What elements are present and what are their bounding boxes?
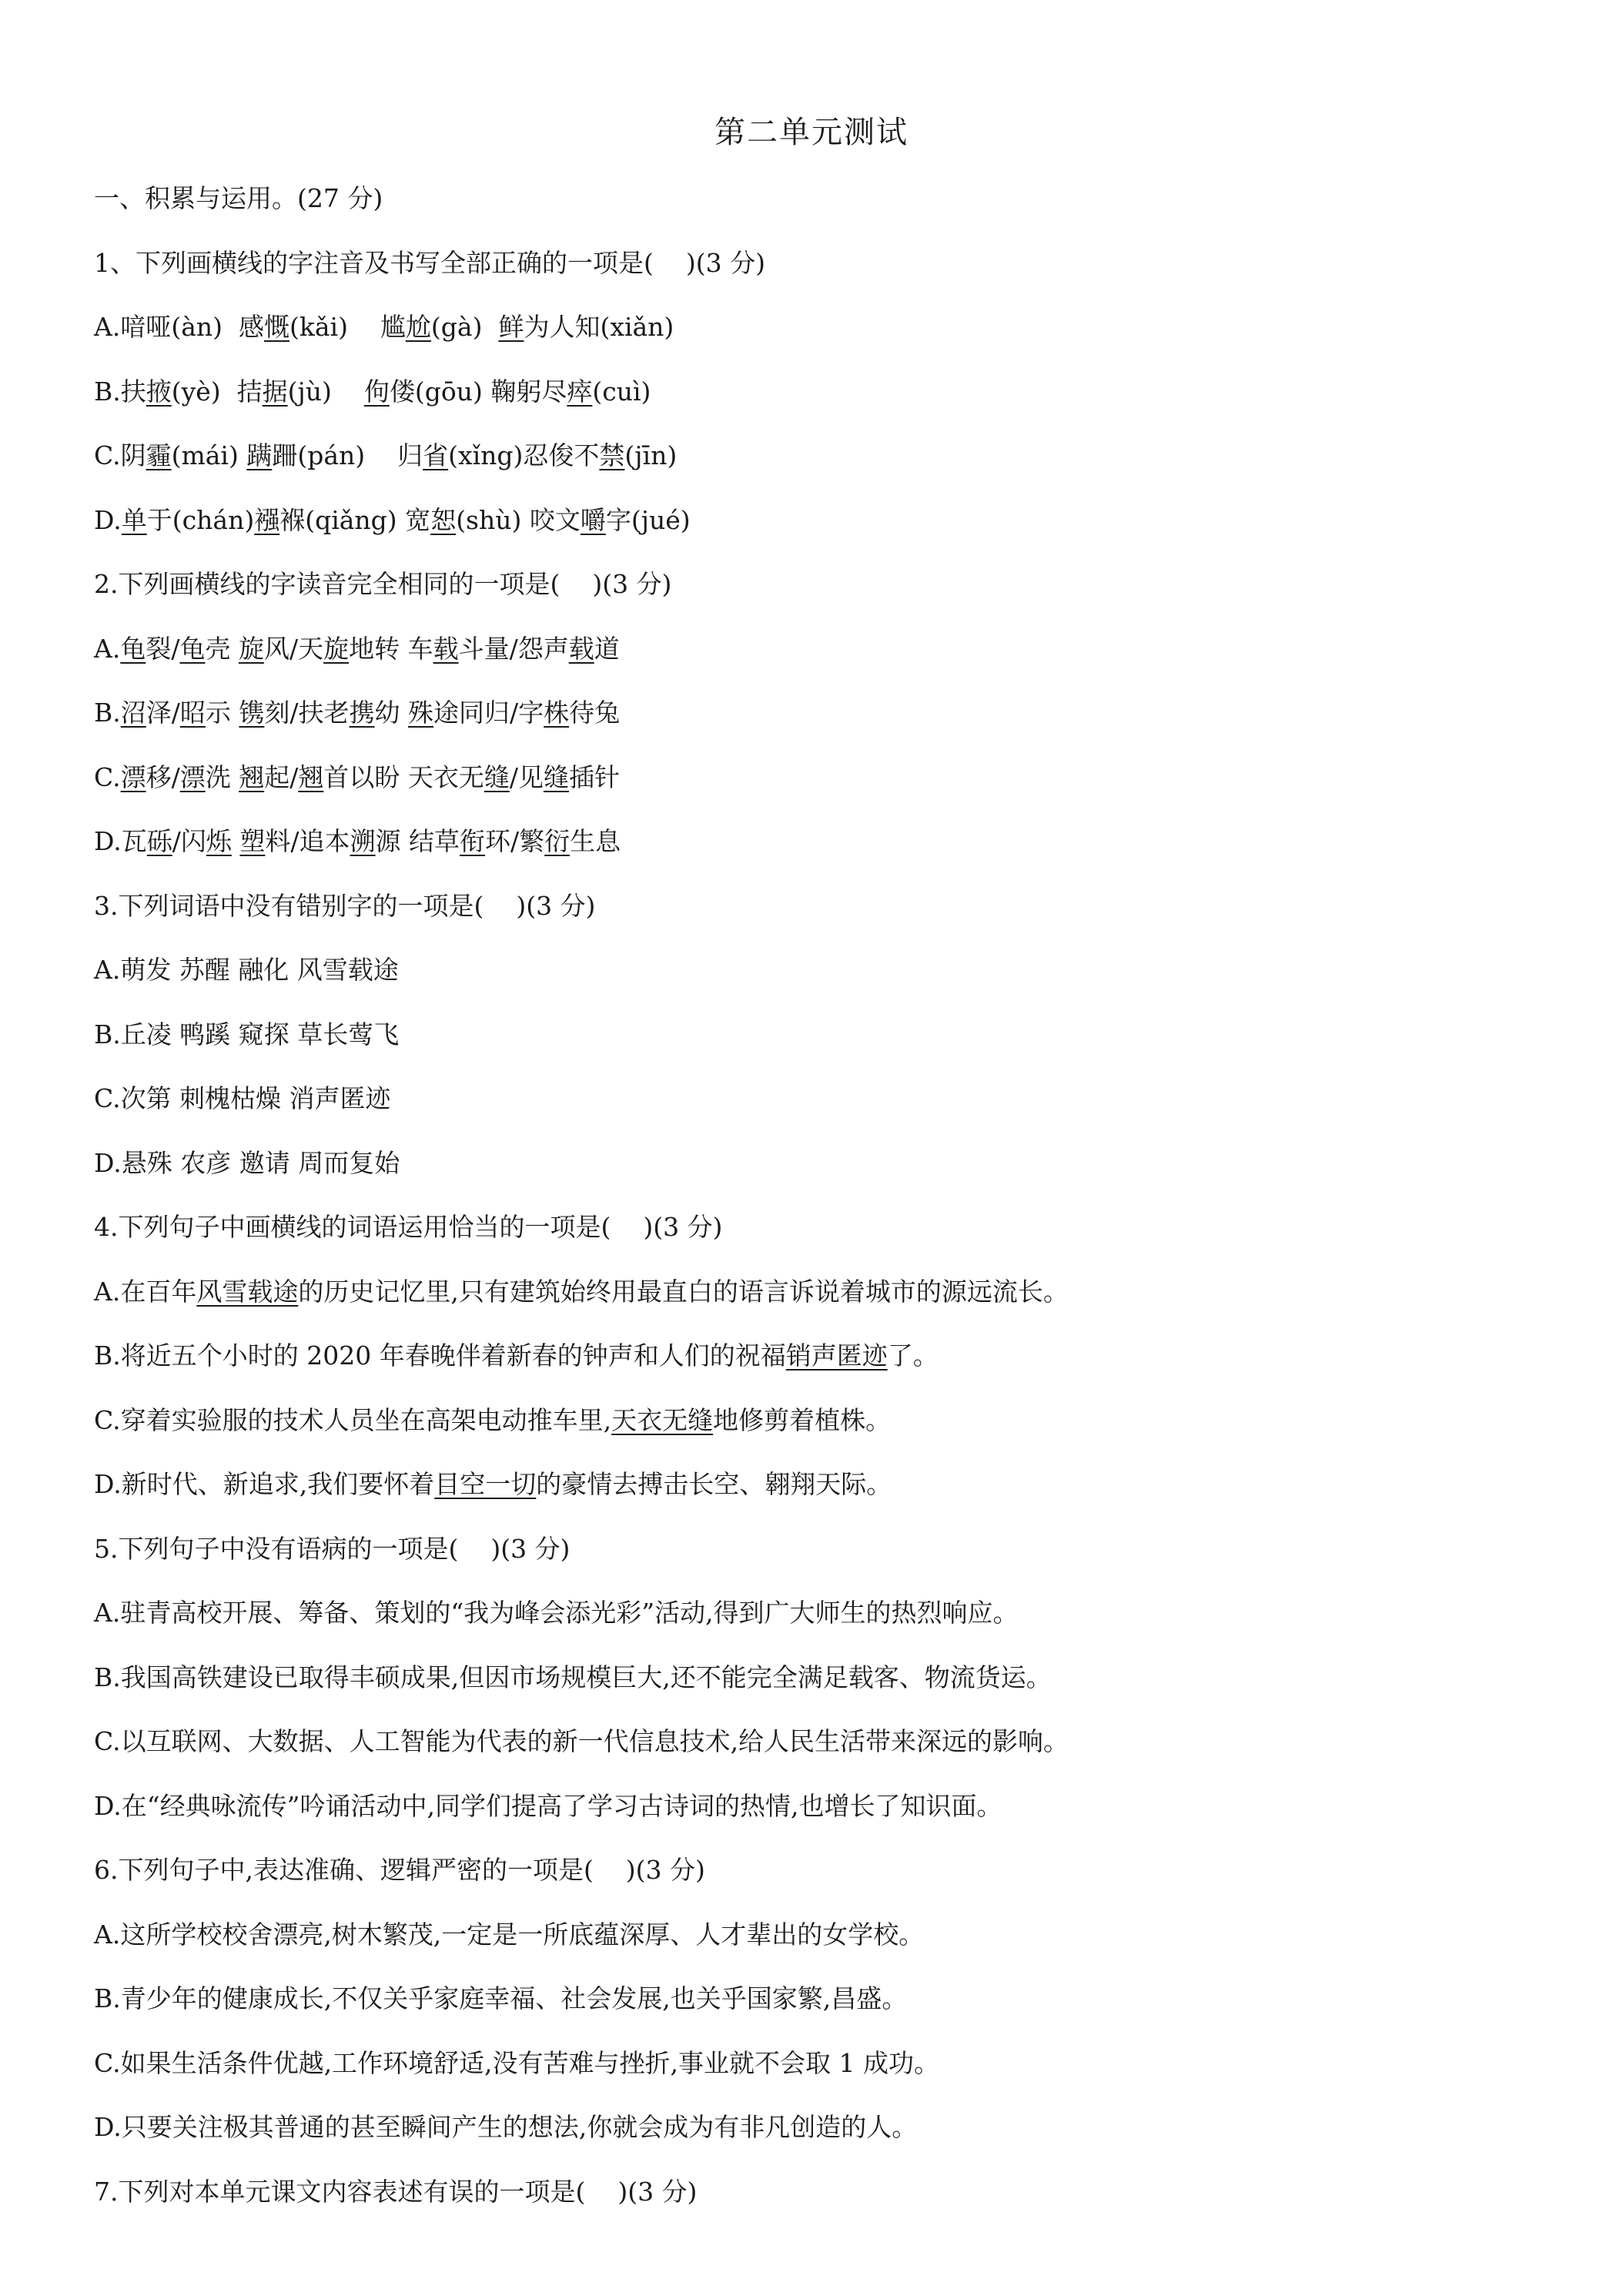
text-segment: B. bbox=[94, 698, 121, 728]
text-line bbox=[94, 561, 1557, 626]
text-segment: /见 bbox=[509, 761, 544, 792]
text-segment: D.在“经典咏流传”吟诵活动中,同学们提高了学习古诗词的热情,也增长了知识面。 bbox=[94, 1790, 1002, 1821]
text-segment: (yè) 拮 bbox=[171, 376, 263, 407]
underlined-text: 霾 bbox=[146, 440, 172, 470]
text-segment: 插针 bbox=[568, 761, 620, 792]
underlined-text: 衔 bbox=[460, 826, 486, 856]
text-line bbox=[94, 1976, 1557, 2040]
text-segment: B.将近五个小时的 2020 年春晚伴着新春的钟声和人们的祝福 bbox=[94, 1340, 786, 1371]
underlined-text: 慨 bbox=[263, 312, 289, 342]
underlined-text: 漂 bbox=[179, 761, 206, 792]
text-segment: D.悬殊 农彦 邀请 周而复始 bbox=[94, 1147, 400, 1178]
text-segment: 3.下列词语中没有错别字的一项是( )(3 分) bbox=[94, 890, 596, 921]
text-segment: 2.下列画横线的字读音完全相同的一项是( )(3 分) bbox=[94, 569, 672, 599]
text-line bbox=[94, 883, 1557, 948]
text-segment: 泽/ bbox=[146, 698, 180, 728]
underlined-text: 翘 bbox=[298, 761, 324, 792]
underlined-text: 省 bbox=[423, 440, 449, 470]
underlined-text: 目空一切 bbox=[434, 1469, 537, 1499]
text-segment: /闪 bbox=[172, 826, 206, 856]
text-line bbox=[94, 1076, 1557, 1140]
underlined-text: 镌 bbox=[239, 698, 265, 728]
text-segment: B.丘凌 鸭蹊 窥探 草长莺飞 bbox=[94, 1019, 400, 1049]
page-title: 第二单元测试 bbox=[714, 115, 909, 150]
text-segment: (xǐng)忍俊不 bbox=[448, 440, 600, 470]
text-segment: 幼 bbox=[374, 698, 408, 728]
underlined-text: 风雪载途 bbox=[196, 1276, 299, 1307]
text-line bbox=[94, 755, 1557, 819]
underlined-text: 载 bbox=[568, 633, 594, 664]
underlined-text: 鲜 bbox=[498, 312, 524, 342]
text-segment: (jù) bbox=[287, 376, 364, 407]
text-segment: D. bbox=[94, 504, 122, 535]
text-segment: 生息 bbox=[570, 826, 621, 856]
underlined-text: 禁 bbox=[599, 440, 625, 470]
underlined-text: 嚼 bbox=[580, 504, 606, 535]
text-segment: 道 bbox=[594, 633, 620, 664]
underlined-text: 旋 bbox=[323, 633, 350, 664]
text-segment: A.在百年 bbox=[94, 1276, 197, 1307]
underlined-text: 龟 bbox=[120, 633, 146, 664]
text-segment: (kǎi) 尴 bbox=[289, 312, 406, 342]
underlined-text: 缝 bbox=[484, 761, 510, 792]
text-segment: D.新时代、新追求,我们要怀着 bbox=[94, 1469, 435, 1499]
text-line bbox=[94, 240, 1557, 305]
underlined-text: 衍 bbox=[544, 826, 571, 856]
underlined-text: 殊 bbox=[408, 698, 433, 728]
text-segment: 斗量/怨声 bbox=[458, 633, 569, 664]
text-line bbox=[94, 1204, 1557, 1269]
text-line bbox=[94, 1912, 1557, 1976]
text-segment: 料/追本 bbox=[265, 826, 350, 856]
text-segment: A.喑哑(àn) 感 bbox=[94, 312, 264, 342]
text-segment: D.瓦 bbox=[94, 826, 147, 856]
underlined-text: 载 bbox=[433, 633, 459, 664]
text-segment: (gà) bbox=[430, 312, 499, 342]
text-segment: 移/ bbox=[146, 761, 180, 792]
underlined-text: 龟 bbox=[179, 633, 206, 664]
text-segment: (shù) 咬文 bbox=[456, 504, 581, 535]
text-segment: 为人知(xiǎn) bbox=[524, 312, 674, 342]
underlined-text: 单 bbox=[121, 504, 147, 535]
text-segment: C.以互联网、大数据、人工智能为代表的新一代信息技术,给人民生活带来深远的影响。 bbox=[94, 1726, 1069, 1756]
text-segment: B.扶 bbox=[94, 376, 146, 407]
text-line bbox=[94, 690, 1557, 755]
text-line bbox=[94, 1140, 1557, 1205]
text-segment: C.穿着实验服的技术人员坐在高架电动推车里, bbox=[94, 1404, 612, 1435]
underlined-text: 沼 bbox=[120, 698, 146, 728]
text-line bbox=[94, 369, 1557, 433]
text-line bbox=[94, 2104, 1557, 2169]
underlined-text: 襁 bbox=[254, 504, 280, 535]
text-segment: 的豪情去搏击长空、翱翔天际。 bbox=[536, 1469, 892, 1499]
text-segment: C. bbox=[94, 761, 121, 792]
underlined-text: 恕 bbox=[430, 504, 457, 535]
text-line bbox=[94, 304, 1557, 369]
underlined-text: 销声匿迹 bbox=[785, 1340, 888, 1371]
text-segment: 风/天 bbox=[263, 633, 324, 664]
underlined-text: 昭 bbox=[179, 698, 206, 728]
underlined-text: 翘 bbox=[239, 761, 265, 792]
text-segment: 壳 bbox=[205, 633, 239, 664]
text-segment: C.如果生活条件优越,工作环境舒适,没有苦难与挫折,事业就不会取 1 成功。 bbox=[94, 2047, 940, 2078]
text-line bbox=[94, 1526, 1557, 1591]
text-segment: 偻(gōu) 鞠躬尽 bbox=[389, 376, 567, 407]
document-body bbox=[94, 176, 1557, 2233]
underlined-text: 旋 bbox=[238, 633, 264, 664]
underlined-text: 瘁 bbox=[567, 376, 593, 407]
underlined-text: 塑 bbox=[239, 826, 266, 856]
text-line bbox=[94, 1719, 1557, 1783]
text-segment: 地转 车 bbox=[349, 633, 433, 664]
text-segment: 5.下列句子中没有语病的一项是( )(3 分) bbox=[94, 1533, 571, 1564]
text-segment: 的历史记忆里,只有建筑始终用最直白的语言诉说着城市的源远流长。 bbox=[298, 1276, 1069, 1307]
text-line bbox=[94, 1012, 1557, 1076]
text-segment: 首以盼 天衣无 bbox=[323, 761, 484, 792]
text-segment: B.我国高铁建设已取得丰硕成果,但因市场规模巨大,还不能完全满足载客、物流货运。 bbox=[94, 1662, 1052, 1692]
underlined-text: 蹒 bbox=[246, 440, 273, 470]
text-line bbox=[94, 818, 1557, 883]
text-segment: 待兔 bbox=[569, 698, 621, 728]
text-segment: 4.下列句子中画横线的词语运用恰当的一项是( )(3 分) bbox=[94, 1212, 723, 1242]
text-segment: 一、积累与运用。(27 分) bbox=[94, 183, 383, 213]
text-segment: (mái) bbox=[171, 440, 247, 470]
underlined-text: 佝 bbox=[363, 376, 390, 407]
text-line bbox=[94, 2040, 1557, 2105]
underlined-text: 掖 bbox=[146, 376, 172, 407]
text-segment: A.萌发 苏醒 融化 风雪载途 bbox=[94, 955, 399, 985]
text-segment: 环/繁 bbox=[485, 826, 545, 856]
text-segment: 刻/扶老 bbox=[264, 698, 350, 728]
underlined-text: 溯 bbox=[350, 826, 376, 856]
text-line bbox=[94, 1655, 1557, 1719]
text-segment: C.次第 刺槐枯燥 消声匿迹 bbox=[94, 1083, 391, 1113]
text-segment: 字(jué) bbox=[605, 504, 691, 535]
text-line bbox=[94, 497, 1557, 562]
underlined-text: 株 bbox=[544, 698, 570, 728]
text-segment: A. bbox=[94, 633, 121, 664]
text-segment: C.阴 bbox=[94, 440, 146, 470]
underlined-text: 据 bbox=[262, 376, 288, 407]
underlined-text: 尬 bbox=[405, 312, 431, 342]
text-segment: A.驻青高校开展、筹备、策划的“我为峰会添光彩”活动,得到广大师生的热烈响应。 bbox=[94, 1598, 1019, 1628]
text-line bbox=[94, 1269, 1557, 1334]
text-segment: 6.下列句子中,表达准确、逻辑严密的一项是( )(3 分) bbox=[94, 1855, 705, 1885]
text-segment: 洗 bbox=[205, 761, 239, 792]
underlined-text: 携 bbox=[349, 698, 375, 728]
text-segment: 1、下列画横线的字注音及书写全部正确的一项是( )(3 分) bbox=[94, 247, 765, 278]
text-segment: (cuì) bbox=[592, 376, 651, 407]
text-line bbox=[94, 1590, 1557, 1655]
text-segment: B.青少年的健康成长,不仅关乎家庭幸福、社会发展,也关乎国家繁,昌盛。 bbox=[94, 1983, 908, 2013]
text-segment: 7.下列对本单元课文内容表述有误的一项是( )(3 分) bbox=[94, 2176, 698, 2207]
text-line bbox=[94, 1397, 1557, 1462]
text-segment: 起/ bbox=[264, 761, 299, 792]
underlined-text: 砾 bbox=[146, 826, 172, 856]
text-segment: D.只要关注极其普通的甚至瞬间产生的想法,你就会成为有非凡创造的人。 bbox=[94, 2112, 918, 2142]
text-segment bbox=[232, 826, 240, 856]
text-segment: 源 结草 bbox=[375, 826, 460, 856]
text-segment: 示 bbox=[205, 698, 239, 728]
text-segment: 地修剪着植株。 bbox=[713, 1404, 892, 1435]
text-line bbox=[94, 176, 1557, 240]
text-line bbox=[94, 1783, 1557, 1848]
text-line bbox=[94, 947, 1557, 1012]
underlined-text: 漂 bbox=[120, 761, 146, 792]
text-segment: 裂/ bbox=[146, 633, 180, 664]
text-segment: A.这所学校校舍漂亮,树木繁茂,一定是一所底蕴深厚、人才辈出的女学校。 bbox=[94, 1919, 925, 1950]
text-segment: 途同归/字 bbox=[433, 698, 544, 728]
text-line bbox=[94, 1333, 1557, 1397]
text-segment: (jīn) bbox=[624, 440, 678, 470]
text-line bbox=[94, 626, 1557, 691]
text-line bbox=[94, 1461, 1557, 1526]
text-segment: 褓(qiǎng) 宽 bbox=[279, 504, 431, 535]
underlined-text: 天衣无缝 bbox=[611, 1404, 714, 1435]
text-segment: 了。 bbox=[887, 1340, 939, 1371]
text-segment: 于(chán) bbox=[146, 504, 255, 535]
underlined-text: 烁 bbox=[206, 826, 232, 856]
underlined-text: 缝 bbox=[543, 761, 569, 792]
text-line bbox=[94, 1847, 1557, 1912]
text-line bbox=[94, 433, 1557, 497]
text-line bbox=[94, 2169, 1557, 2234]
text-segment: 跚(pán) 归 bbox=[272, 440, 423, 470]
